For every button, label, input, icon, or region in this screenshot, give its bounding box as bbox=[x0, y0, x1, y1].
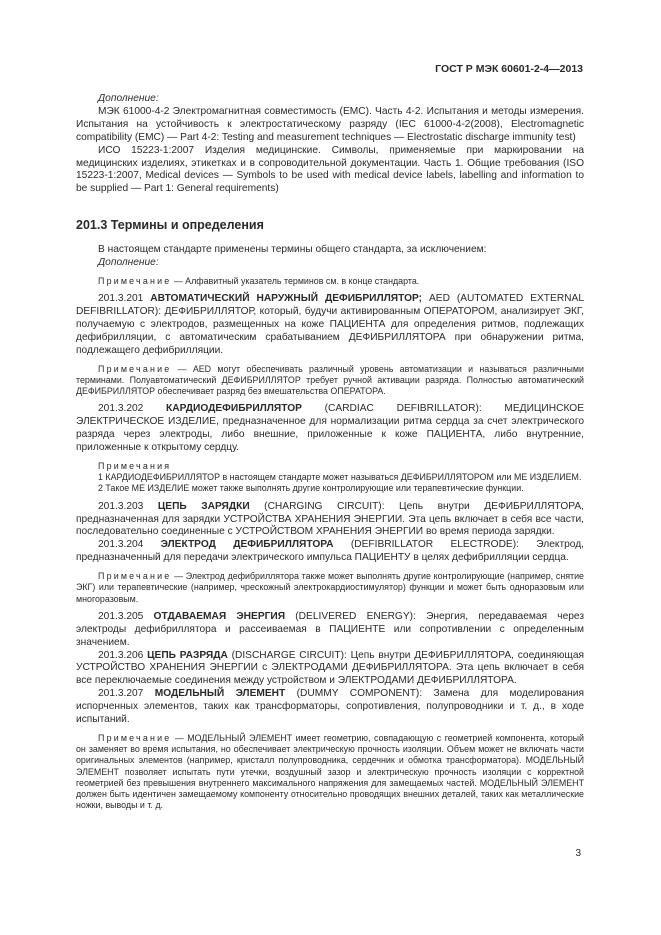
note-index: Примечание — Алфавитный указатель терминов см. в конце стандарта. bbox=[98, 276, 420, 287]
page-number: 3 bbox=[575, 848, 581, 859]
note-207: Примечание — МОДЕЛЬНЫЙ ЭЛЕМЕНТ имеет геометрию, совпадающую с геометрией компонента, который он заменяет во время испытания, но обеспечивает электрическую прочность изоляции. Объем может не включать части оригинальных элементов (например, кристалл полупроводника, сердечник и обмотка трансформатора). МОДЕЛЬНЫЙ ЭЛЕМЕНТ позволяет испытать пути утечки, воздушный зазор и электрическую прочность изоляции с корректной геометрией без превышения внутреннего максимального напряжения для замещаемых частей. МОДЕЛЬНЫЙ ЭЛЕМЕНТ должен быть идентичен замещаемому компоненту относительно проводящих внешних деталей, таких как металлические ножки, выводы и т. д. bbox=[76, 732, 584, 811]
term-203: 201.3.203 ЦЕПЬ ЗАРЯДКИ (CHARGING CIRCUIT): Цепь внутри ДЕФИБРИЛЛЯТОРА, предназначенная для зарядки УСТРОЙСТВА ХРАНЕНИЯ ЭНЕРГИИ. Эта цепь включает в себя все части, последовательно соединенные с УСТРОЙСТВОМ ХРАНЕНИЯ ЭНЕРГИИ во время периода зарядки. bbox=[76, 500, 584, 538]
section-intro: В настоящем стандарте применены термины общего стандарта, за исключением: bbox=[98, 244, 487, 256]
term-204: 201.3.204 ЭЛЕКТРОД ДЕФИБРИЛЛЯТОРА (DEFIBRILLATOR ELECTRODE): Электрод, предназначенный для передачи электрического импульса ПАЦИЕНТУ в целях дефибрилляции сердца. bbox=[76, 539, 585, 564]
term-202: 201.3.202 КАРДИОДЕФИБРИЛЛЯТОР (CARDIAC DEFIBRILLATOR): МЕДИЦИНСКОЕ ЭЛЕКТРИЧЕСКОЕ ИЗДЕЛИЕ, предназначенное для нормализации ритма сердца за счет электрического разряда через электроды, либо внешние, приложенные к коже ПАЦИЕНТА, либо внутренние, приложенные к открытому сердцу. bbox=[76, 403, 585, 454]
term-201: 201.3.201 АВТОМАТИЧЕСКИЙ НАРУЖНЫЙ ДЕФИБРИЛЛЯТОР; AED (AUTOMATED EXTERNAL DEFIBRILLATOR): ДЕФИБРИЛЛЯТОР, который, будучи активированным ОПЕРАТОРОМ, анализирует ЭКГ, получаемую с электродов, размещенных на коже ПАЦИЕНТА для определения ритмов, подлежащих дефибрилляции, с автоматическим срабатыванием ДЕФИБРИЛЛЯТОРА при обнаружении ритма, подлежащего дефибрилляции. bbox=[76, 293, 584, 356]
note-202-1: 1 КАРДИОДЕФИБРИЛЛЯТОР в настоящем стандарте может называться ДЕФИБРИЛЛЯТОРОМ или МЕ ИЗДЕЛИЕМ. bbox=[98, 472, 582, 483]
term-206: 201.3.206 ЦЕПЬ РАЗРЯДА (DISCHARGE CIRCUIT): Цепь внутри ДЕФИБРИЛЛЯТОРА, соединяющая УСТРОЙСТВО ХРАНЕНИЯ ЭНЕРГИИ с ЭЛЕКТРОДАМИ ДЕФИБРИЛЛЯТОРА. Эта цепь включает в себя все переключаемые соединения между устройством и ЭЛЕКТРОДАМИ ДЕФИБРИЛЛЯТОРА. bbox=[76, 649, 585, 687]
reference-iec-61000: МЭК 61000-4-2 Электромагнитная совместимость (ЕМС). Часть 4-2. Испытания и методы измерения. Испытания на устойчивость к электростатическому разряду (IEC 61000-4-2(2008), Electromagnetic compatibility (EMC) — Part 4-2: Testing and measurement techniques — Electrostatic discharge immunity test) bbox=[76, 105, 584, 143]
addendum-label: Дополнение: bbox=[98, 93, 159, 104]
term-205: 201.3.205 ОТДАВАЕМАЯ ЭНЕРГИЯ (DELIVERED ENERGY): Энергия, передаваемая через электроды дефибриллятора и рассеиваемая в ПАЦИЕНТЕ или сопротивлении с определенным значением. bbox=[76, 610, 585, 648]
notes-202-label: Примечания bbox=[98, 461, 172, 472]
term-207: 201.3.207 МОДЕЛЬНЫЙ ЭЛЕМЕНТ (DUMMY COMPONENT): Замена для моделирования испорченных элементов, таких как трансформаторы, сопротивления, полупроводники и т. д., в ходе испытаний. bbox=[76, 688, 584, 726]
section-addendum-label: Дополнение: bbox=[98, 257, 159, 269]
note-201: Примечание — AED могут обеспечивать различный уровень автоматизации и называться различными терминами. Полуавтоматический ДЕФИБРИЛЛЯТОР требует ручной активации разряда. Полностью автоматический ДЕФИБРИЛЛЯТОР обеспечивает разряд без вмешательства ОПЕРАТОРА. bbox=[76, 363, 584, 397]
reference-iso-15223: ИСО 15223-1:2007 Изделия медицинские. Символы, применяемые при маркировании на медицинских изделиях, этикетках и в сопроводительной документации. Часть 1. Общие требования (ISO 15223-1:2007, Medical devices — Symbols to be used with medical device labels, labelling and information to be supplied — Part 1: General requirements) bbox=[76, 144, 584, 195]
document-header: ГОСТ Р МЭК 60601-2-4—2013 bbox=[435, 63, 583, 75]
note-202-2: 2 Такое МЕ ИЗДЕЛИЕ может также выполнять другие контролирующие или терапевтические функции. bbox=[98, 483, 524, 494]
note-204: Примечание — Электрод дефибриллятора также может выполнять другие контролирующие (например, снятие ЭКГ) или терапевтические (например, чрескожный электрокардиостимулятор) функции и может быть одноразовым или многоразовым. bbox=[76, 571, 584, 604]
section-title: 201.3 Термины и определения bbox=[76, 218, 264, 233]
page-content bbox=[76, 93, 584, 811]
